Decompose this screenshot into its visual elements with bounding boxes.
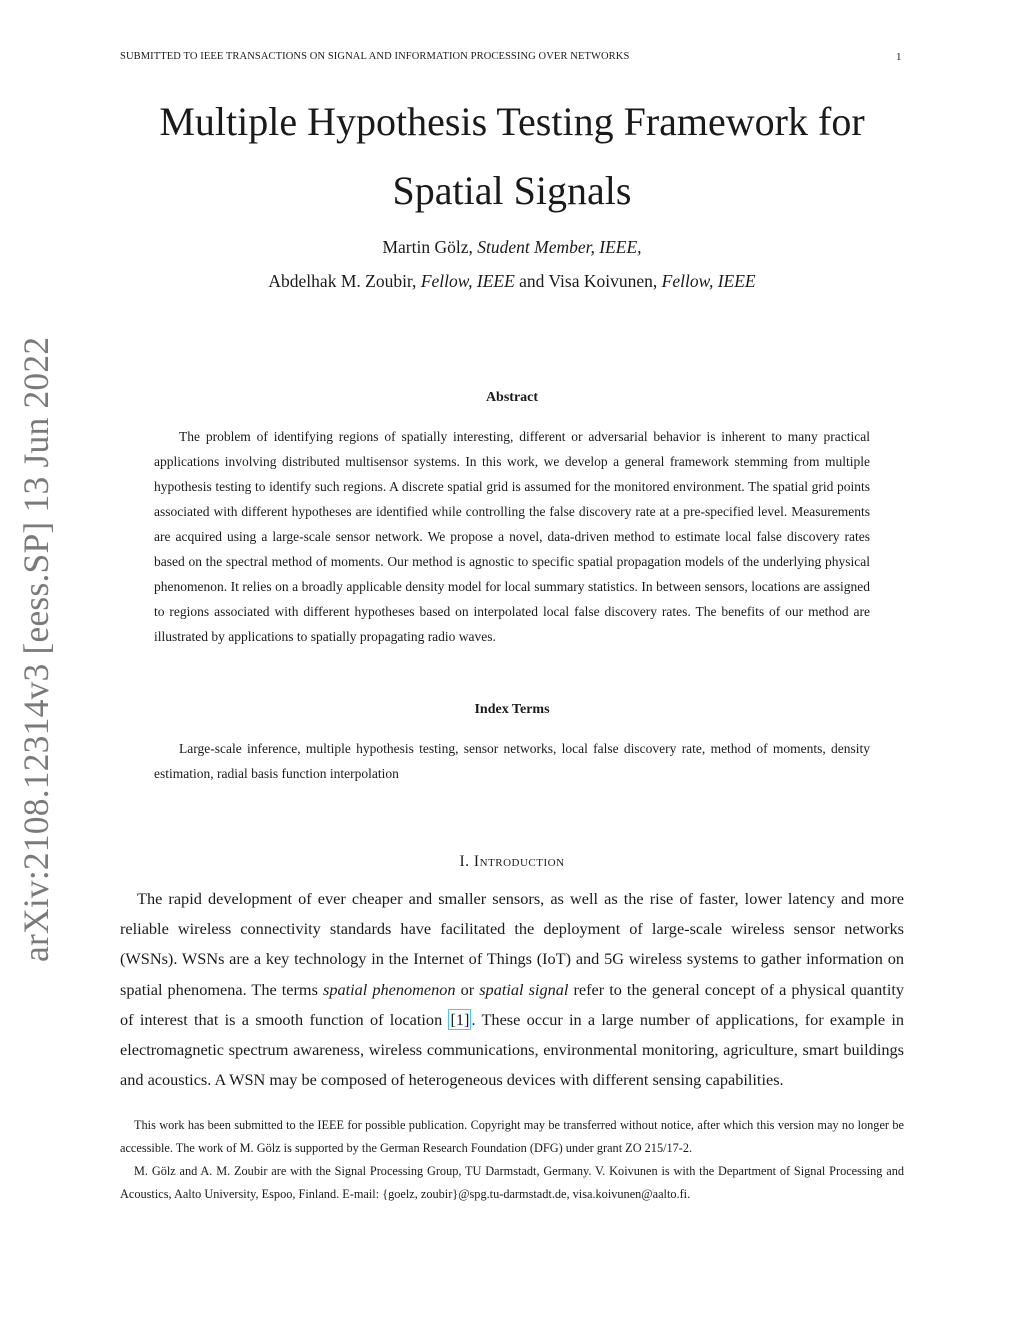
text-run: refer to the general concept of a physical quantity of interest that is a smooth function of location	[120, 979, 905, 1029]
section-heading-introduction	[0, 853, 1024, 871]
introduction-paragraph	[120, 884, 904, 1095]
abstract-heading: Abstract	[485, 390, 539, 405]
paper-title-line-2: Spatial Signals	[392, 168, 632, 213]
arxiv-stamp: arXiv:2108.12314v3 [eess.SP] 13 Jun 2022	[16, 336, 56, 962]
paper-title-line-1: Multiple Hypothesis Testing Framework for	[159, 99, 865, 144]
author-name: Abdelhak M. Zoubir,	[268, 271, 421, 291]
running-head: SUBMITTED TO IEEE TRANSACTIONS ON SIGNAL AND INFORMATION PROCESSING OVER NETWORKS	[120, 51, 630, 62]
author-name: and Visa Koivunen,	[514, 271, 662, 291]
author-role: Fellow, IEEE	[420, 271, 515, 291]
text-run: The rapid development of ever cheaper and smaller sensors, as well as the rise of faster, lower latency and more reliable wireless connectivity standards have facilitated the deployment of large-scale wireless sensor networks (WSNs). WSNs are a key technology in the Internet of Things (IoT) and 5G wireless systems to gather information on spatial phenomena. The terms	[120, 889, 904, 999]
author-line-2	[0, 271, 1024, 292]
author-line-1	[0, 237, 1024, 258]
index-terms-text: Large-scale inference, multiple hypothesis testing, sensor networks, local false discovery rate, method of moments, density estimation, radial basis function interpolation	[154, 741, 870, 781]
text-run: or	[455, 979, 480, 999]
footnote-submission: This work has been submitted to the IEEE for possible publication. Copyright may be transferred without notice, after which this version may no longer be accessible. The work of M. Gölz is supported by the German Research Foundation (DFG) under grant ZO 215/17-2.	[120, 1118, 904, 1155]
citation-link[interactable]: [1]	[450, 1009, 470, 1029]
index-terms-heading: Index Terms	[474, 702, 550, 717]
footnote-affiliations: M. Gölz and A. M. Zoubir are with the Signal Processing Group, TU Darmstadt, Germany. V. Koivunen is with the Department of Signal Processing and Acoustics, Aalto University, Espoo, Finland. E-mail: {goelz, zoubir}@spg.tu-darmstadt.de, visa.koivunen@aalto.fi.	[120, 1164, 904, 1201]
page-number: 1	[896, 51, 902, 63]
text-run: . These occur in a large number of applications, for example in electromagnetic spectrum awareness, wireless communications, environmental monitoring, agriculture, smart buildings and acoustics. A WSN may be composed of heterogeneous devices with different sensing capabilities.	[120, 1009, 904, 1090]
section-title: Introduction	[473, 853, 565, 870]
abstract-text: The problem of identifying regions of spatially interesting, different or adversarial behavior is inherent to many practical applications involving distributed multisensor systems. In this work, we develop a general framework stemming from multiple hypothesis testing to identify such regions. A discrete spatial grid is assumed for the monitored environment. The spatial grid points associated with different hypotheses are identified while controlling the false discovery rate at a pre-specified level. Measurements are acquired using a large-scale sensor network. We propose a novel, data-driven method to estimate local false discovery rates based on the spectral method of moments. Our method is agnostic to specific spatial propagation models of the underlying physical phenomenon. It relies on a broadly applicable density model for local summary statistics. In between sensors, locations are assigned to regions associated with different hypotheses based on interpolated local false discovery rates. The benefits of our method are illustrated by applications to spatially propagating radio waves.	[154, 429, 870, 644]
emphasis-term: spatial phenomenon	[322, 979, 456, 999]
author-role: Student Member, IEEE,	[477, 237, 642, 257]
author-name: Martin Gölz,	[382, 237, 478, 257]
emphasis-term: spatial signal	[479, 979, 569, 999]
author-role: Fellow, IEEE	[661, 271, 756, 291]
section-number: I.	[459, 853, 474, 870]
